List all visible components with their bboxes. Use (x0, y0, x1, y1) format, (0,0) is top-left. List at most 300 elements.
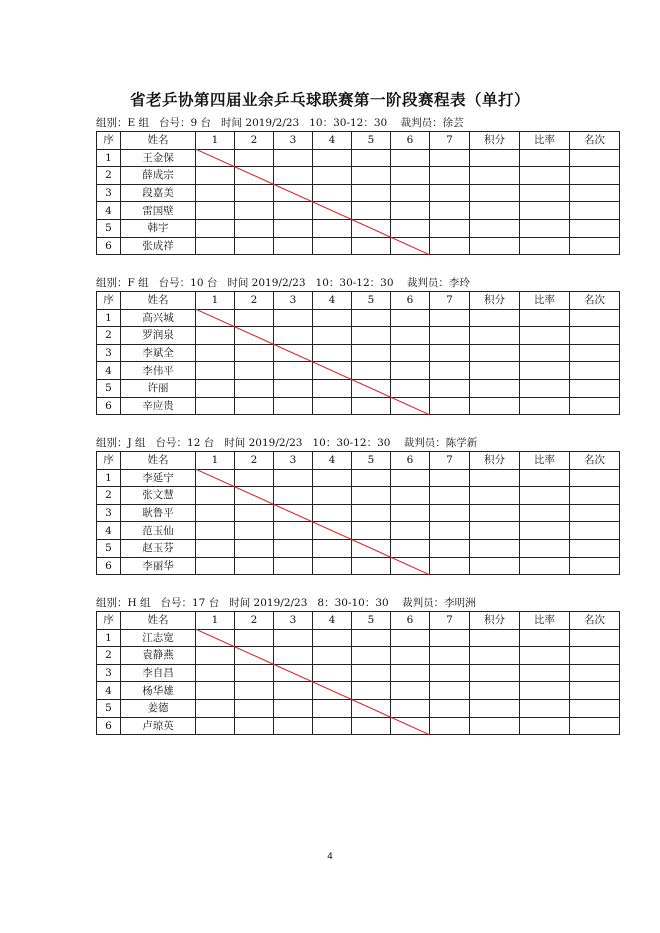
player-name: 姜德 (121, 699, 196, 717)
column-header: 6 (391, 452, 430, 470)
score-cell (196, 149, 235, 167)
score-cell (313, 504, 352, 522)
player-name: 张成祥 (121, 237, 196, 255)
table-row (97, 699, 620, 717)
score-cell (570, 522, 620, 540)
score-cell (430, 362, 470, 380)
score-cell (352, 699, 391, 717)
player-name: 许丽 (121, 379, 196, 397)
page-title: 省老乒协第四届业余乒乓球联赛第一阶段赛程表（单打） (129, 91, 530, 109)
score-cell (391, 309, 430, 327)
table-row (97, 629, 620, 647)
score-cell (430, 397, 470, 415)
score-cell (430, 344, 470, 362)
player-name: 韩宇 (121, 219, 196, 237)
score-cell (520, 557, 570, 575)
score-cell (235, 629, 274, 647)
seed-number: 6 (97, 717, 121, 735)
player-name: 雷国壁 (121, 202, 196, 220)
score-cell (520, 629, 570, 647)
score-cell (430, 629, 470, 647)
score-cell (313, 362, 352, 380)
score-cell (470, 184, 520, 202)
score-cell (235, 664, 274, 682)
score-cell (352, 237, 391, 255)
score-cell (313, 717, 352, 735)
score-cell (391, 522, 430, 540)
score-cell (235, 202, 274, 220)
seed-number: 4 (97, 522, 121, 540)
score-cell (274, 717, 313, 735)
column-header: 1 (196, 452, 235, 470)
score-cell (520, 202, 570, 220)
score-cell (391, 647, 430, 665)
player-name: 卢琼英 (121, 717, 196, 735)
score-cell (196, 167, 235, 185)
score-cell (352, 184, 391, 202)
score-cell (274, 557, 313, 575)
seed-number: 2 (97, 487, 121, 505)
score-cell (313, 699, 352, 717)
score-cell (391, 237, 430, 255)
score-cell (570, 699, 620, 717)
group-info: 组别：J 组 台号：12 台 时间 2019/2/23 10：30-12：30 裁判员：陈学新 (96, 437, 478, 449)
seed-number: 1 (97, 629, 121, 647)
group-f (96, 275, 619, 415)
score-cell (196, 699, 235, 717)
table-row (97, 362, 620, 380)
score-cell (391, 167, 430, 185)
score-cell (352, 717, 391, 735)
player-name: 袁静燕 (121, 647, 196, 665)
score-cell (470, 379, 520, 397)
score-cell (570, 664, 620, 682)
player-name: 李伟平 (121, 362, 196, 380)
score-cell (470, 522, 520, 540)
score-cell (235, 522, 274, 540)
score-cell (391, 539, 430, 557)
score-cell (430, 539, 470, 557)
score-cell (313, 379, 352, 397)
player-name: 赵玉芬 (121, 539, 196, 557)
column-header: 1 (196, 292, 235, 310)
score-cell (352, 682, 391, 700)
column-header: 7 (430, 612, 470, 630)
score-cell (570, 682, 620, 700)
score-cell (520, 664, 570, 682)
page-number: 4 (327, 852, 333, 862)
score-cell (235, 219, 274, 237)
score-cell (235, 327, 274, 345)
column-header: 序 (97, 612, 121, 630)
seed-number: 5 (97, 219, 121, 237)
score-cell (391, 362, 430, 380)
score-cell (352, 327, 391, 345)
player-name: 李斌全 (121, 344, 196, 362)
seed-number: 5 (97, 379, 121, 397)
score-cell (313, 629, 352, 647)
column-header: 7 (430, 292, 470, 310)
score-cell (274, 647, 313, 665)
score-cell (391, 202, 430, 220)
seed-number: 5 (97, 699, 121, 717)
score-cell (470, 397, 520, 415)
score-cell (570, 327, 620, 345)
column-header: 名次 (570, 452, 620, 470)
column-header: 7 (430, 132, 470, 150)
score-cell (391, 504, 430, 522)
score-cell (520, 362, 570, 380)
player-name: 李丽华 (121, 557, 196, 575)
score-cell (470, 487, 520, 505)
score-cell (235, 379, 274, 397)
score-cell (391, 487, 430, 505)
score-cell (430, 504, 470, 522)
score-cell (352, 344, 391, 362)
score-cell (352, 362, 391, 380)
score-cell (470, 149, 520, 167)
table-row (97, 397, 620, 415)
schedule-table (96, 451, 620, 575)
score-cell (520, 327, 570, 345)
score-cell (430, 664, 470, 682)
seed-number: 6 (97, 397, 121, 415)
table-row (97, 469, 620, 487)
table-row (97, 557, 620, 575)
score-cell (430, 682, 470, 700)
score-cell (313, 557, 352, 575)
score-cell (520, 344, 570, 362)
column-header: 1 (196, 612, 235, 630)
score-cell (235, 362, 274, 380)
header-row (97, 132, 620, 150)
score-cell (520, 309, 570, 327)
seed-number: 3 (97, 344, 121, 362)
column-header: 比率 (520, 292, 570, 310)
score-cell (570, 487, 620, 505)
table-row (97, 717, 620, 735)
score-cell (352, 487, 391, 505)
score-cell (274, 344, 313, 362)
score-cell (391, 699, 430, 717)
score-cell (520, 699, 570, 717)
score-cell (352, 504, 391, 522)
score-cell (235, 699, 274, 717)
header-row (97, 612, 620, 630)
table-row (97, 202, 620, 220)
seed-number: 2 (97, 167, 121, 185)
score-cell (313, 309, 352, 327)
score-cell (520, 487, 570, 505)
score-cell (470, 557, 520, 575)
seed-number: 2 (97, 647, 121, 665)
score-cell (391, 469, 430, 487)
score-cell (196, 469, 235, 487)
score-cell (235, 397, 274, 415)
score-cell (470, 469, 520, 487)
score-cell (520, 647, 570, 665)
score-cell (196, 539, 235, 557)
score-cell (520, 149, 570, 167)
score-cell (391, 664, 430, 682)
column-header: 7 (430, 452, 470, 470)
score-cell (196, 504, 235, 522)
score-cell (570, 202, 620, 220)
score-cell (520, 184, 570, 202)
column-header: 序 (97, 292, 121, 310)
column-header: 序 (97, 132, 121, 150)
score-cell (274, 379, 313, 397)
score-cell (196, 327, 235, 345)
score-cell (570, 557, 620, 575)
score-cell (235, 647, 274, 665)
column-header: 积分 (470, 612, 520, 630)
score-cell (570, 167, 620, 185)
column-header: 6 (391, 292, 430, 310)
score-cell (470, 167, 520, 185)
score-cell (570, 629, 620, 647)
score-cell (430, 219, 470, 237)
score-cell (235, 469, 274, 487)
score-cell (313, 539, 352, 557)
score-cell (391, 682, 430, 700)
column-header: 4 (313, 292, 352, 310)
score-cell (274, 219, 313, 237)
score-cell (274, 522, 313, 540)
score-cell (313, 522, 352, 540)
column-header: 姓名 (121, 132, 196, 150)
score-cell (391, 219, 430, 237)
score-cell (470, 327, 520, 345)
score-cell (470, 539, 520, 557)
player-name: 薛成宗 (121, 167, 196, 185)
group-info: 组别：E 组 台号：9 台 时间 2019/2/23 10：30-12：30 裁判员：徐芸 (96, 117, 464, 129)
player-name: 罗润泉 (121, 327, 196, 345)
score-cell (391, 327, 430, 345)
score-cell (235, 557, 274, 575)
group-e (96, 115, 619, 255)
score-cell (470, 237, 520, 255)
schedule-table (96, 131, 620, 255)
score-cell (520, 219, 570, 237)
score-cell (235, 717, 274, 735)
score-cell (570, 309, 620, 327)
score-cell (196, 647, 235, 665)
score-cell (313, 149, 352, 167)
score-cell (570, 717, 620, 735)
score-cell (196, 344, 235, 362)
column-header: 2 (235, 612, 274, 630)
score-cell (470, 629, 520, 647)
score-cell (352, 202, 391, 220)
score-cell (274, 629, 313, 647)
group-j (96, 435, 619, 575)
seed-number: 6 (97, 237, 121, 255)
column-header: 5 (352, 612, 391, 630)
score-cell (274, 397, 313, 415)
score-cell (470, 504, 520, 522)
table-row (97, 504, 620, 522)
score-cell (313, 397, 352, 415)
score-cell (196, 487, 235, 505)
column-header: 积分 (470, 292, 520, 310)
column-header: 5 (352, 132, 391, 150)
seed-number: 1 (97, 469, 121, 487)
seed-number: 5 (97, 539, 121, 557)
score-cell (274, 184, 313, 202)
score-cell (274, 309, 313, 327)
score-cell (570, 504, 620, 522)
score-cell (196, 202, 235, 220)
column-header: 比率 (520, 132, 570, 150)
score-cell (196, 557, 235, 575)
column-header: 姓名 (121, 292, 196, 310)
score-cell (352, 522, 391, 540)
column-header: 3 (274, 612, 313, 630)
score-cell (196, 237, 235, 255)
score-cell (313, 487, 352, 505)
score-cell (235, 682, 274, 700)
score-cell (313, 469, 352, 487)
seed-number: 1 (97, 149, 121, 167)
score-cell (274, 487, 313, 505)
seed-number: 4 (97, 682, 121, 700)
score-cell (570, 219, 620, 237)
column-header: 3 (274, 132, 313, 150)
score-cell (313, 647, 352, 665)
score-cell (391, 344, 430, 362)
score-cell (235, 237, 274, 255)
column-header: 2 (235, 132, 274, 150)
score-cell (274, 237, 313, 255)
score-cell (235, 167, 274, 185)
score-cell (430, 184, 470, 202)
seed-number: 3 (97, 184, 121, 202)
table-row (97, 682, 620, 700)
score-cell (196, 184, 235, 202)
score-cell (313, 664, 352, 682)
score-cell (313, 202, 352, 220)
column-header: 积分 (470, 132, 520, 150)
score-cell (430, 167, 470, 185)
score-cell (520, 682, 570, 700)
score-cell (430, 379, 470, 397)
score-cell (520, 469, 570, 487)
player-name: 段嘉美 (121, 184, 196, 202)
score-cell (570, 397, 620, 415)
score-cell (313, 344, 352, 362)
player-name: 杨华雄 (121, 682, 196, 700)
seed-number: 3 (97, 664, 121, 682)
score-cell (274, 664, 313, 682)
table-row (97, 167, 620, 185)
score-cell (352, 309, 391, 327)
table-row (97, 149, 620, 167)
score-cell (570, 469, 620, 487)
score-cell (196, 717, 235, 735)
column-header: 4 (313, 452, 352, 470)
score-cell (352, 557, 391, 575)
score-cell (520, 539, 570, 557)
table-row (97, 487, 620, 505)
table-row (97, 344, 620, 362)
group-info: 组别：F 组 台号：10 台 时间 2019/2/23 10：30-12：30 裁判员：李玲 (96, 277, 470, 289)
score-cell (470, 699, 520, 717)
score-cell (391, 557, 430, 575)
score-cell (313, 682, 352, 700)
score-cell (313, 167, 352, 185)
score-cell (520, 504, 570, 522)
seed-number: 1 (97, 309, 121, 327)
table-row (97, 309, 620, 327)
score-cell (274, 682, 313, 700)
score-cell (520, 379, 570, 397)
column-header: 3 (274, 452, 313, 470)
column-header: 6 (391, 612, 430, 630)
score-cell (352, 629, 391, 647)
column-header: 4 (313, 612, 352, 630)
score-cell (352, 664, 391, 682)
score-cell (274, 362, 313, 380)
score-cell (196, 629, 235, 647)
header-row (97, 452, 620, 470)
column-header: 积分 (470, 452, 520, 470)
score-cell (274, 202, 313, 220)
schedule-table-wrap (96, 291, 619, 415)
score-cell (196, 219, 235, 237)
column-header: 名次 (570, 612, 620, 630)
score-cell (352, 539, 391, 557)
column-header: 3 (274, 292, 313, 310)
score-cell (570, 539, 620, 557)
score-cell (430, 647, 470, 665)
score-cell (235, 149, 274, 167)
column-header: 名次 (570, 292, 620, 310)
score-cell (520, 397, 570, 415)
column-header: 姓名 (121, 612, 196, 630)
column-header: 比率 (520, 612, 570, 630)
score-cell (430, 522, 470, 540)
score-cell (430, 557, 470, 575)
score-cell (235, 184, 274, 202)
column-header: 5 (352, 292, 391, 310)
seed-number: 6 (97, 557, 121, 575)
column-header: 2 (235, 292, 274, 310)
column-header: 5 (352, 452, 391, 470)
score-cell (352, 469, 391, 487)
score-cell (430, 149, 470, 167)
player-name: 李延宁 (121, 469, 196, 487)
score-cell (570, 149, 620, 167)
score-cell (470, 309, 520, 327)
schedule-table-wrap (96, 451, 619, 575)
score-cell (430, 699, 470, 717)
schedule-table (96, 611, 620, 735)
score-cell (470, 682, 520, 700)
score-cell (391, 629, 430, 647)
score-cell (235, 539, 274, 557)
score-cell (313, 184, 352, 202)
column-header: 序 (97, 452, 121, 470)
score-cell (274, 539, 313, 557)
score-cell (352, 167, 391, 185)
seed-number: 4 (97, 202, 121, 220)
group-h (96, 595, 619, 735)
seed-number: 4 (97, 362, 121, 380)
table-row (97, 237, 620, 255)
table-row (97, 522, 620, 540)
score-cell (570, 184, 620, 202)
